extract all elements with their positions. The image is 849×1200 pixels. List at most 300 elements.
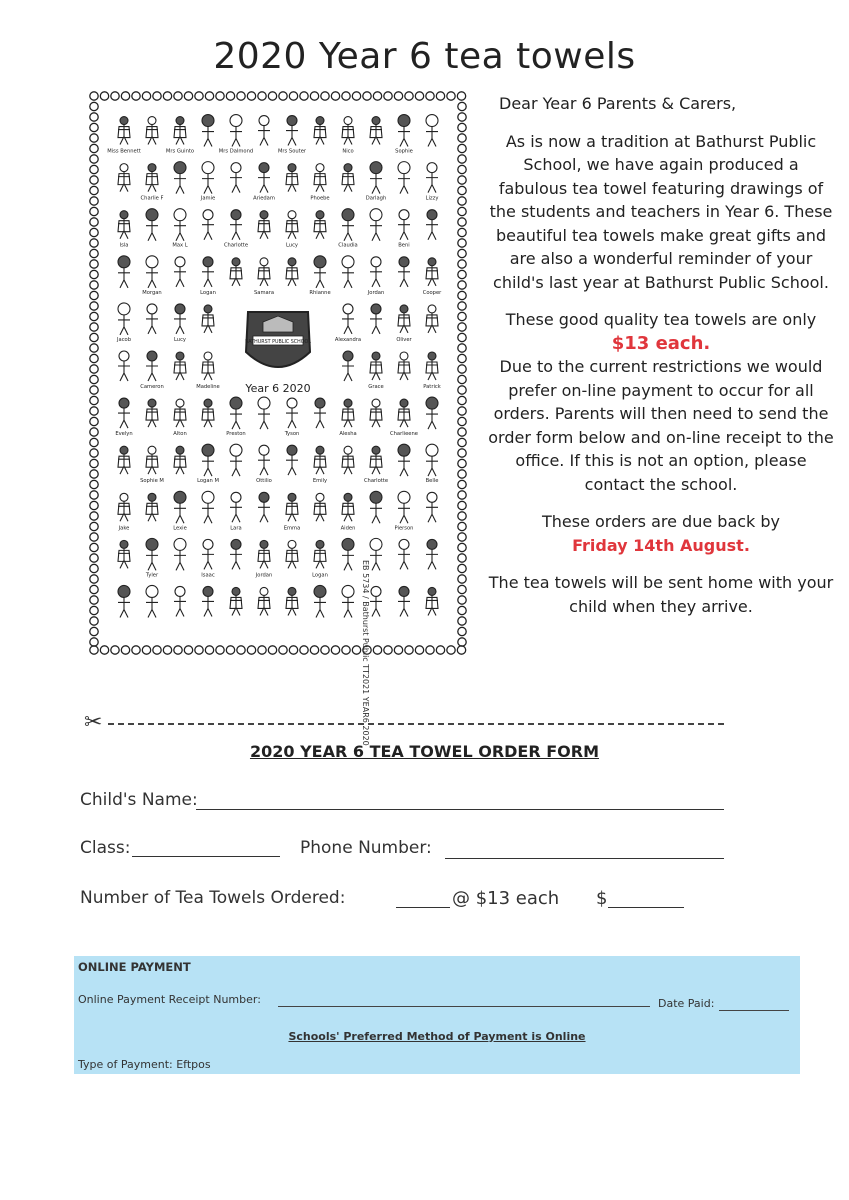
border-bubble — [458, 113, 466, 121]
phone-field[interactable] — [445, 858, 724, 859]
letter-text — [487, 92, 835, 632]
figure-name: Charlotte — [223, 242, 249, 249]
stick-figure — [286, 164, 298, 192]
border-bubble — [458, 155, 466, 163]
badge-text: BATHURST PUBLIC SCHOOL — [245, 340, 311, 345]
border-bubble — [90, 365, 98, 373]
figure-name: Pierson — [394, 525, 414, 532]
class-field[interactable] — [132, 856, 280, 857]
border-bubble — [90, 102, 98, 110]
border-bubble — [300, 92, 308, 100]
stick-figure — [146, 256, 158, 288]
stick-figure — [146, 538, 158, 570]
tea-towel-drawing — [88, 90, 468, 668]
figure-name: Isla — [119, 242, 129, 249]
border-bubble — [458, 449, 466, 457]
cut-line — [84, 710, 724, 735]
border-bubble — [90, 396, 98, 404]
border-bubble — [458, 501, 466, 509]
stick-figure — [230, 397, 242, 429]
figure-name: Isaac — [201, 572, 215, 579]
border-bubble — [458, 144, 466, 152]
stick-figure — [118, 211, 130, 239]
border-bubble — [458, 333, 466, 341]
figure-name: Phoebe — [310, 195, 330, 202]
border-bubble — [90, 165, 98, 173]
border-bubble — [90, 333, 98, 341]
border-bubble — [458, 281, 466, 289]
restrictions-paragraph: Due to the current restrictions we would prefer on-line payment to occur for all orders. Parents will then need to send the order form below and on-line receipt to the office. If this is not an option, please contact the school. — [488, 357, 834, 494]
figure-name: Madeline — [196, 384, 220, 390]
border-bubble — [174, 92, 182, 100]
border-bubble — [163, 92, 171, 100]
border-bubble — [90, 459, 98, 467]
border-bubble — [331, 646, 339, 654]
figure-name: Jake — [118, 525, 130, 532]
border-bubble — [90, 155, 98, 163]
border-bubble — [90, 386, 98, 394]
border-bubble — [458, 438, 466, 446]
towels-ordered-label: Number of Tea Towels Ordered: — [80, 888, 346, 908]
stick-figure — [426, 492, 438, 522]
border-bubble — [90, 480, 98, 488]
stick-figure — [146, 304, 158, 334]
stick-figure — [370, 538, 382, 570]
border-bubble — [458, 459, 466, 467]
border-bubble — [258, 646, 266, 654]
price-each-label: @ $13 each — [452, 888, 560, 909]
border-bubble — [142, 646, 150, 654]
border-bubble — [458, 428, 466, 436]
border-bubble — [90, 617, 98, 625]
stick-figure — [174, 491, 186, 523]
stick-figure — [342, 209, 354, 241]
figure-name: Sophie M — [140, 478, 164, 485]
figure-name: Mrs Dalmond — [218, 148, 254, 155]
stick-figure — [426, 115, 438, 147]
figure-name: Patrick — [423, 384, 441, 390]
stick-figure — [118, 540, 130, 568]
border-bubble — [394, 646, 402, 654]
stick-figure — [258, 445, 270, 475]
stick-figure — [118, 446, 130, 474]
border-bubble — [458, 249, 466, 257]
childs-name-field[interactable] — [196, 809, 724, 810]
border-bubble — [90, 176, 98, 184]
page-title: 2020 Year 6 tea towels — [213, 36, 636, 77]
dashed-line — [108, 723, 724, 725]
stick-figure — [398, 210, 410, 240]
figure-name: Tyson — [284, 431, 300, 438]
figure-name: Logan — [312, 572, 328, 579]
stick-figure — [146, 209, 158, 241]
border-bubble — [458, 186, 466, 194]
border-bubble — [458, 354, 466, 362]
stick-figure — [174, 586, 186, 616]
figure-name: Jordan — [367, 289, 385, 296]
figure-name: Lizzy — [425, 195, 439, 202]
border-bubble — [184, 646, 192, 654]
stick-figure — [118, 398, 130, 428]
border-bubble — [384, 92, 392, 100]
border-bubble — [237, 92, 245, 100]
border-bubble — [458, 165, 466, 173]
payment-type: Type of Payment: Eftpos — [78, 1058, 211, 1071]
border-bubble — [90, 186, 98, 194]
border-bubble — [90, 638, 98, 646]
stick-figure — [118, 493, 130, 521]
border-bubble — [458, 260, 466, 268]
border-bubble — [90, 470, 98, 478]
price-intro: These good quality tea towels are only — [505, 310, 817, 329]
stick-figure — [118, 585, 130, 617]
border-bubble — [458, 575, 466, 583]
border-bubble — [458, 585, 466, 593]
stick-figure — [258, 211, 270, 239]
stick-figure — [342, 399, 354, 427]
border-bubble — [458, 291, 466, 299]
date-paid-label: Date Paid: — [658, 997, 715, 1010]
figure-name: Beni — [398, 242, 410, 249]
stick-figure — [286, 398, 298, 428]
border-bubble — [458, 365, 466, 373]
border-bubble — [436, 646, 444, 654]
stick-figure — [370, 257, 382, 287]
stick-figure — [342, 538, 354, 570]
figure-name: Alexandra — [334, 336, 362, 343]
figure-name: Alesha — [339, 431, 357, 438]
stick-figure — [398, 399, 410, 427]
border-bubble — [205, 646, 213, 654]
stick-figure — [370, 304, 382, 334]
stick-figure — [202, 352, 214, 380]
stick-figure — [146, 399, 158, 427]
figure-name: Claudia — [338, 242, 358, 249]
towels-quantity-field[interactable] — [396, 907, 450, 908]
stick-figure — [174, 257, 186, 287]
stick-figure — [398, 491, 410, 523]
border-bubble — [132, 92, 140, 100]
receipt-number-label: Online Payment Receipt Number: — [78, 993, 261, 1006]
border-bubble — [90, 606, 98, 614]
figure-name: Emily — [312, 478, 328, 485]
border-bubble — [90, 585, 98, 593]
border-bubble — [226, 92, 234, 100]
order-form-title: 2020 YEAR 6 TEA TOWEL ORDER FORM — [249, 742, 600, 761]
border-bubble — [447, 646, 455, 654]
border-bubble — [195, 646, 203, 654]
border-bubble — [279, 92, 287, 100]
border-bubble — [458, 197, 466, 205]
figure-name: Grace — [368, 384, 384, 390]
border-bubble — [90, 522, 98, 530]
border-bubble — [121, 646, 129, 654]
stick-figure — [230, 258, 242, 286]
figure-name: Nico — [342, 148, 354, 155]
figure-name: Lucy — [173, 336, 187, 343]
border-bubble — [90, 375, 98, 383]
border-bubble — [268, 646, 276, 654]
border-bubble — [458, 239, 466, 247]
date-paid-field[interactable] — [719, 1010, 789, 1011]
border-bubble — [226, 646, 234, 654]
stick-figure — [118, 351, 130, 381]
border-bubble — [458, 512, 466, 520]
border-bubble — [90, 564, 98, 572]
border-bubble — [447, 92, 455, 100]
stick-figure — [342, 304, 354, 334]
border-bubble — [268, 92, 276, 100]
border-bubble — [458, 491, 466, 499]
preferred-method-note: Schools' Preferred Method of Payment is Online — [288, 1030, 586, 1043]
closing-paragraph: The tea towels will be sent home with your child when they arrive. — [488, 573, 834, 616]
stick-figure — [258, 587, 270, 615]
border-bubble — [90, 197, 98, 205]
figure-name: Aiden — [340, 525, 356, 532]
stick-figure — [202, 491, 214, 523]
stick-figure — [314, 211, 326, 239]
border-bubble — [174, 646, 182, 654]
border-bubble — [90, 428, 98, 436]
border-bubble — [153, 646, 161, 654]
stick-figure — [314, 256, 326, 288]
border-bubble — [216, 92, 224, 100]
border-bubble — [90, 627, 98, 635]
figure-name: Evelyn — [115, 431, 133, 438]
stick-figure — [174, 446, 186, 474]
border-bubble — [415, 92, 423, 100]
border-bubble — [458, 344, 466, 352]
figure-name: Jamie — [200, 195, 216, 202]
border-bubble — [436, 92, 444, 100]
stick-figure — [174, 117, 186, 145]
stick-figure — [146, 164, 158, 192]
border-bubble — [90, 596, 98, 604]
border-bubble — [458, 207, 466, 215]
stick-figure — [426, 210, 438, 240]
border-bubble — [258, 92, 266, 100]
border-bubble — [458, 638, 466, 646]
border-bubble — [310, 92, 318, 100]
stick-figure — [202, 210, 214, 240]
stick-figure — [286, 445, 298, 475]
stick-figure — [398, 115, 410, 147]
figure-name: Ariedam — [253, 195, 275, 202]
stick-figure — [370, 162, 382, 194]
stick-figure — [230, 492, 242, 522]
border-bubble — [458, 123, 466, 131]
stick-figure — [118, 256, 130, 288]
stick-figure — [426, 305, 438, 333]
border-bubble — [90, 291, 98, 299]
border-bubble — [458, 522, 466, 530]
border-bubble — [90, 543, 98, 551]
stick-figure — [426, 258, 438, 286]
border-bubble — [132, 646, 140, 654]
stick-figure — [426, 163, 438, 193]
border-bubble — [310, 646, 318, 654]
border-bubble — [90, 218, 98, 226]
border-bubble — [90, 260, 98, 268]
figure-name: Mrs Guinto — [165, 148, 195, 155]
stick-figure — [370, 352, 382, 380]
figure-name: Darlagh — [365, 195, 387, 202]
stick-figure — [230, 444, 242, 476]
stick-figure — [258, 540, 270, 568]
stick-figure — [370, 399, 382, 427]
border-bubble — [458, 480, 466, 488]
border-bubble — [90, 113, 98, 121]
figure-name: Morgan — [142, 289, 162, 296]
border-bubble — [90, 134, 98, 142]
stick-figure — [286, 493, 298, 521]
border-bubble — [90, 123, 98, 131]
tea-towel-image — [88, 90, 468, 668]
stick-figure — [426, 397, 438, 429]
border-bubble — [247, 646, 255, 654]
figure-name: Lexie — [173, 525, 187, 532]
border-bubble — [458, 134, 466, 142]
border-bubble — [90, 512, 98, 520]
border-bubble — [90, 449, 98, 457]
figure-name: Samara — [253, 289, 275, 296]
border-bubble — [90, 438, 98, 446]
stick-figure — [174, 162, 186, 194]
stick-figure — [146, 585, 158, 617]
stick-figure — [370, 446, 382, 474]
border-bubble — [90, 228, 98, 236]
stick-figure — [258, 492, 270, 522]
border-bubble — [90, 302, 98, 310]
border-bubble — [458, 554, 466, 562]
stick-figure — [398, 586, 410, 616]
border-bubble — [342, 646, 350, 654]
border-bubble — [90, 207, 98, 215]
stick-figure — [286, 587, 298, 615]
figure-name: Lucy — [285, 242, 299, 249]
border-bubble — [90, 92, 98, 100]
greeting: Dear Year 6 Parents & Carers, — [499, 94, 737, 113]
border-bubble — [90, 417, 98, 425]
stick-figure — [426, 444, 438, 476]
stick-figure — [342, 117, 354, 145]
border-bubble — [205, 92, 213, 100]
stick-figure — [342, 164, 354, 192]
stick-figure — [146, 117, 158, 145]
childs-name-label: Child's Name: — [80, 790, 198, 810]
product-code: EB 5734 / Bathurst Public TT2021 YEAR6 2020 — [361, 560, 370, 746]
stick-figure — [398, 352, 410, 380]
border-bubble — [90, 407, 98, 415]
border-bubble — [289, 646, 297, 654]
stick-figure — [426, 587, 438, 615]
stick-figure — [230, 163, 242, 193]
border-bubble — [363, 92, 371, 100]
stick-figure — [370, 117, 382, 145]
stick-figure — [286, 211, 298, 239]
border-bubble — [300, 646, 308, 654]
figure-name: Mrs Souter — [277, 148, 307, 155]
stick-figure — [202, 444, 214, 476]
border-bubble — [458, 564, 466, 572]
stick-figure — [146, 351, 158, 381]
border-bubble — [405, 92, 413, 100]
due-date: Friday 14th August. — [572, 535, 750, 555]
border-bubble — [426, 646, 434, 654]
border-bubble — [458, 375, 466, 383]
figure-name: Emma — [283, 525, 301, 532]
border-bubble — [90, 281, 98, 289]
stick-figure — [314, 540, 326, 568]
stick-figure — [202, 586, 214, 616]
stick-figure — [146, 493, 158, 521]
border-bubble — [458, 470, 466, 478]
border-bubble — [458, 386, 466, 394]
border-bubble — [90, 239, 98, 247]
figure-name: Alton — [173, 431, 187, 438]
figure-name: Sophie — [395, 148, 413, 155]
border-bubble — [331, 92, 339, 100]
year-label: Year 6 2020 — [245, 382, 311, 395]
stick-figure — [398, 257, 410, 287]
figure-name: Charlieene — [390, 431, 418, 438]
total-field[interactable] — [608, 907, 684, 908]
border-bubble — [458, 533, 466, 541]
stick-figure — [174, 304, 186, 334]
stick-figure — [258, 163, 270, 193]
school-badge — [245, 312, 311, 367]
border-bubble — [237, 646, 245, 654]
border-bubble — [394, 92, 402, 100]
stick-figure — [202, 257, 214, 287]
stick-figure — [174, 538, 186, 570]
stick-figure — [230, 210, 242, 240]
figure-name: Max L — [172, 242, 188, 249]
stick-figure — [202, 162, 214, 194]
border-bubble — [90, 646, 98, 654]
online-payment-title: ONLINE PAYMENT — [78, 960, 191, 974]
border-bubble — [458, 302, 466, 310]
border-bubble — [405, 646, 413, 654]
stick-figure — [286, 116, 298, 146]
stick-figure — [342, 351, 354, 381]
total-dollar-label: $ — [596, 888, 608, 909]
scissors-icon: ✂ — [84, 710, 103, 735]
stick-figure — [118, 117, 130, 145]
border-bubble — [342, 92, 350, 100]
border-bubble — [90, 554, 98, 562]
border-bubble — [90, 344, 98, 352]
stick-figure — [202, 115, 214, 147]
stick-figure — [230, 539, 242, 569]
border-bubble — [458, 627, 466, 635]
stick-figure — [370, 491, 382, 523]
figure-name: Jacob — [116, 336, 132, 343]
border-bubble — [458, 102, 466, 110]
price-value: $13 each. — [611, 332, 711, 354]
border-bubble — [321, 646, 329, 654]
receipt-number-field[interactable] — [278, 1006, 650, 1007]
stick-figure — [314, 117, 326, 145]
figure-name: Cameron — [140, 384, 164, 390]
stick-figure — [202, 305, 214, 333]
figure-name: Rhianne — [309, 289, 331, 296]
stick-figure — [398, 444, 410, 476]
online-payment-box — [74, 956, 800, 1074]
stick-figure — [286, 258, 298, 286]
figure-name: Oliver — [396, 336, 412, 343]
border-bubble — [373, 92, 381, 100]
